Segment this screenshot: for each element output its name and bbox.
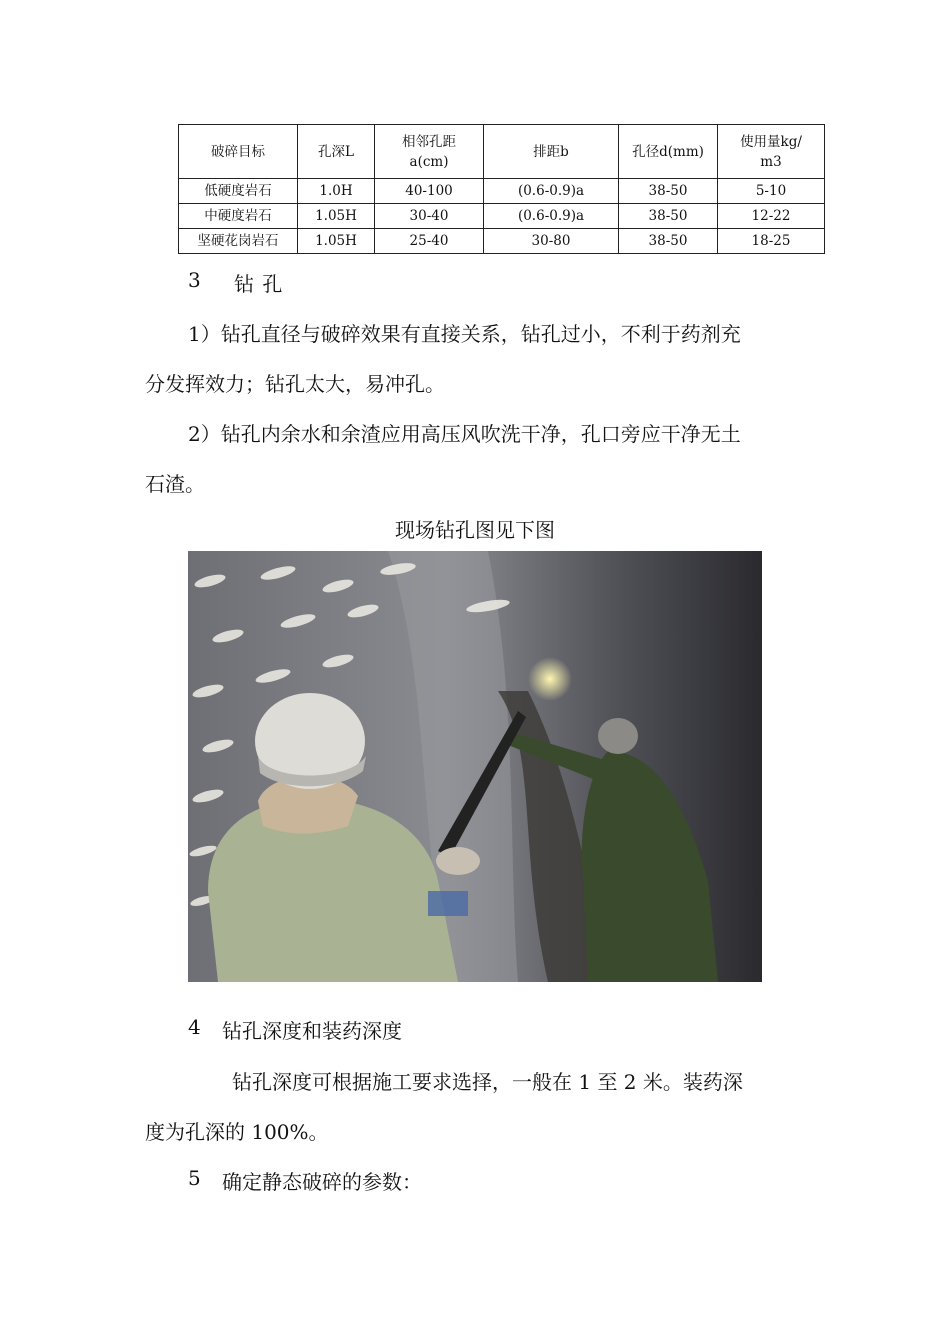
section-5-number: 5 — [188, 1166, 201, 1190]
table-cell: 30-40 — [375, 204, 484, 229]
table-header-row — [179, 125, 825, 179]
table-cell: (0.6-0.9)a — [484, 204, 619, 229]
section-4-number: 4 — [188, 1015, 201, 1039]
table-cell: 1.05H — [298, 229, 375, 254]
table-cell: 5-10 — [718, 179, 825, 204]
paragraph-line: 钻孔深度可根据施工要求选择，一般在 1 至 2 米。装药深 — [232, 1070, 743, 1094]
section-3-number: 3 — [188, 268, 202, 292]
header-hole-diameter: 孔径d(mm) — [619, 125, 718, 179]
section-3-title: 钻 孔 — [234, 272, 284, 296]
table-cell: 30-80 — [484, 229, 619, 254]
paragraph-line: 度为孔深的 100%。 — [145, 1120, 329, 1144]
table-cell: (0.6-0.9)a — [484, 179, 619, 204]
header-row-spacing: 排距b — [484, 125, 619, 179]
table-cell: 40-100 — [375, 179, 484, 204]
table-cell: 38-50 — [619, 204, 718, 229]
paragraph-line: 石渣。 — [145, 472, 205, 496]
header-hole-spacing: 相邻孔距 a(cm) — [375, 125, 484, 179]
table-row — [179, 204, 825, 229]
header-usage: 使用量kg/ m3 — [718, 125, 825, 179]
header-target: 破碎目标 — [179, 125, 298, 179]
paragraph-line: 分发挥效力；钻孔太大，易冲孔。 — [145, 372, 445, 396]
photo-caption: 现场钻孔图见下图 — [395, 518, 555, 542]
table-cell: 坚硬花岗岩石 — [179, 229, 298, 254]
table-cell: 25-40 — [375, 229, 484, 254]
table-cell: 低硬度岩石 — [179, 179, 298, 204]
parameter-table — [178, 124, 825, 254]
table-cell: 38-50 — [619, 229, 718, 254]
table-cell: 1.05H — [298, 204, 375, 229]
section-5-title: 确定静态破碎的参数： — [222, 1170, 422, 1194]
table-row — [179, 229, 825, 254]
header-hole-depth: 孔深L — [298, 125, 375, 179]
table-cell: 12-22 — [718, 204, 825, 229]
section-4-title: 钻孔深度和装药深度 — [222, 1019, 402, 1043]
table-cell: 1.0H — [298, 179, 375, 204]
paragraph-line: 1）钻孔直径与破碎效果有直接关系，钻孔过小，不利于药剂充 — [188, 322, 741, 346]
drilling-site-photo — [188, 551, 762, 982]
paragraph-line: 2）钻孔内余水和余渣应用高压风吹洗干净，孔口旁应干净无土 — [188, 422, 741, 446]
table-row — [179, 179, 825, 204]
table-cell: 38-50 — [619, 179, 718, 204]
table-cell: 中硬度岩石 — [179, 204, 298, 229]
table-cell: 18-25 — [718, 229, 825, 254]
